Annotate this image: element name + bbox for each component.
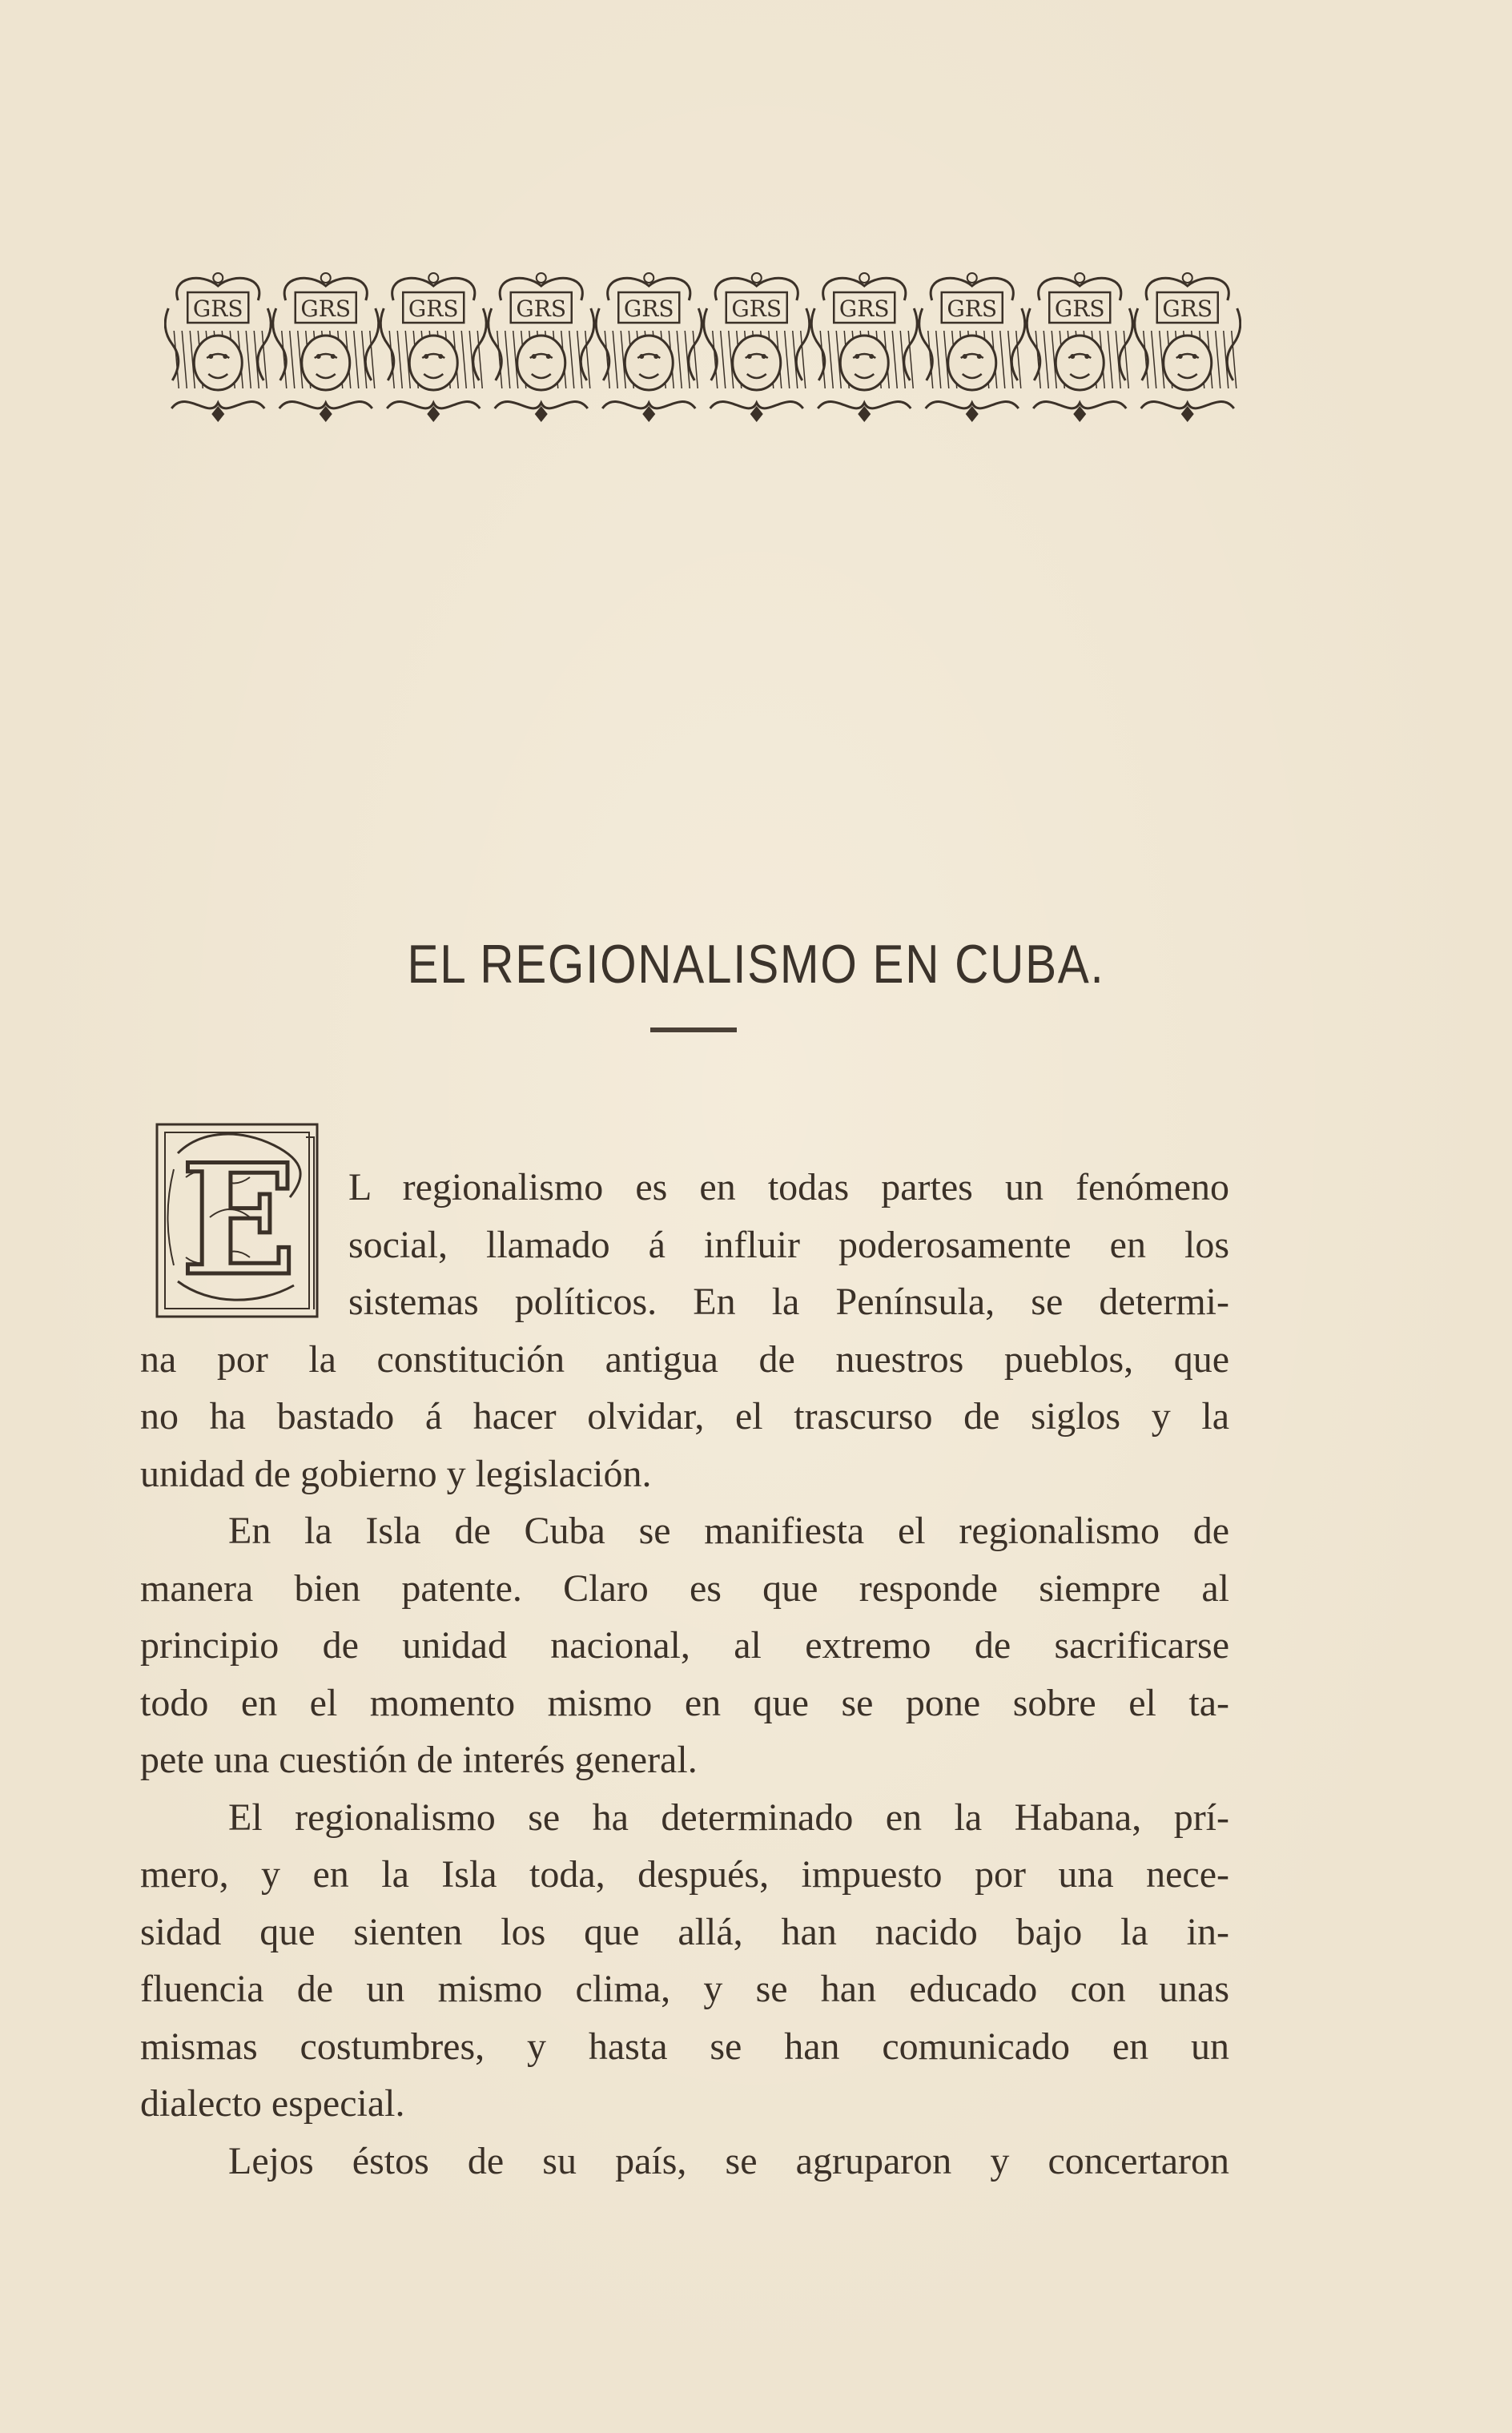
ornament-crest-icon <box>165 273 271 422</box>
chapter-title: EL REGIONALISMO EN CUBA. <box>407 934 1105 995</box>
ornament-crest-icon <box>811 273 917 422</box>
text-line: Lejos éstos de su país, se agruparon y concertaron <box>228 2139 1229 2182</box>
text-line: na por la constitución antigua de nuestros pueblos, que <box>140 1337 1229 1381</box>
text-line: mismas costumbres, y hasta se han comunicado en un <box>140 2025 1229 2068</box>
text-line: principio de unidad nacional, al extremo de sacrificarse <box>140 1624 1229 1667</box>
ornament-crest-icon <box>380 273 486 422</box>
ornament-crest-icon <box>704 273 810 422</box>
text-line: manera bien patente. Claro es que responde siempre al <box>140 1566 1229 1610</box>
ornament-band <box>164 268 1241 428</box>
text-line: pete una cuestión de interés general. <box>140 1739 698 1781</box>
text-line: sidad que sienten los que allá, han nacido bajo la in- <box>140 1910 1229 1953</box>
ornament-pattern-icon <box>164 268 1241 428</box>
ornament-crest-icon <box>273 273 379 422</box>
text-line: En la Isla de Cuba se manifiesta el regionalismo de <box>228 1510 1229 1552</box>
ornament-monogram: GRS <box>623 296 674 322</box>
ornament-monogram: GRS <box>408 296 459 322</box>
text-line: El regionalismo se ha determinado en la Habana, prí- <box>228 1796 1229 1839</box>
ornament-monogram: GRS <box>731 296 782 322</box>
ornament-monogram: GRS <box>192 296 243 322</box>
drop-cap-letter: E <box>180 1131 297 1309</box>
ornament-monogram: GRS <box>1162 296 1213 322</box>
text-line: dialecto especial. <box>140 2082 405 2125</box>
text-line: L regionalismo es en todas partes un fenómeno <box>348 1166 1229 1208</box>
text-line: todo en el momento mismo en que se pone sobre el ta- <box>140 1681 1229 1724</box>
ornament-crest-icon <box>1027 273 1132 422</box>
text-line: sistemas políticos. En la Península, se determi- <box>348 1281 1229 1323</box>
text-line: unidad de gobierno y legislación. <box>140 1452 652 1495</box>
text-line: no ha bastado á hacer olvidar, el trascurso de siglos y la <box>140 1395 1229 1438</box>
ornament-monogram: GRS <box>516 296 567 322</box>
ornament-crest-icon <box>1135 273 1241 422</box>
ornament-crest-icon <box>919 273 1025 422</box>
ornament-monogram: GRS <box>838 296 890 322</box>
ornament-crest-icon <box>596 273 702 422</box>
title-rule <box>650 1027 737 1032</box>
body-text <box>140 1159 1229 2190</box>
ornament-monogram: GRS <box>300 296 352 322</box>
text-line: social, llamado á influir poderosamente en los <box>348 1223 1229 1266</box>
ornament-crest-icon <box>489 273 594 422</box>
ornament-monogram: GRS <box>947 296 998 322</box>
text-line: fluencia de un mismo clima, y se han educado con unas <box>140 1968 1229 2010</box>
text-line: mero, y en la Isla toda, después, impuesto por una nece- <box>140 1853 1229 1896</box>
ornament-monogram: GRS <box>1054 296 1105 322</box>
